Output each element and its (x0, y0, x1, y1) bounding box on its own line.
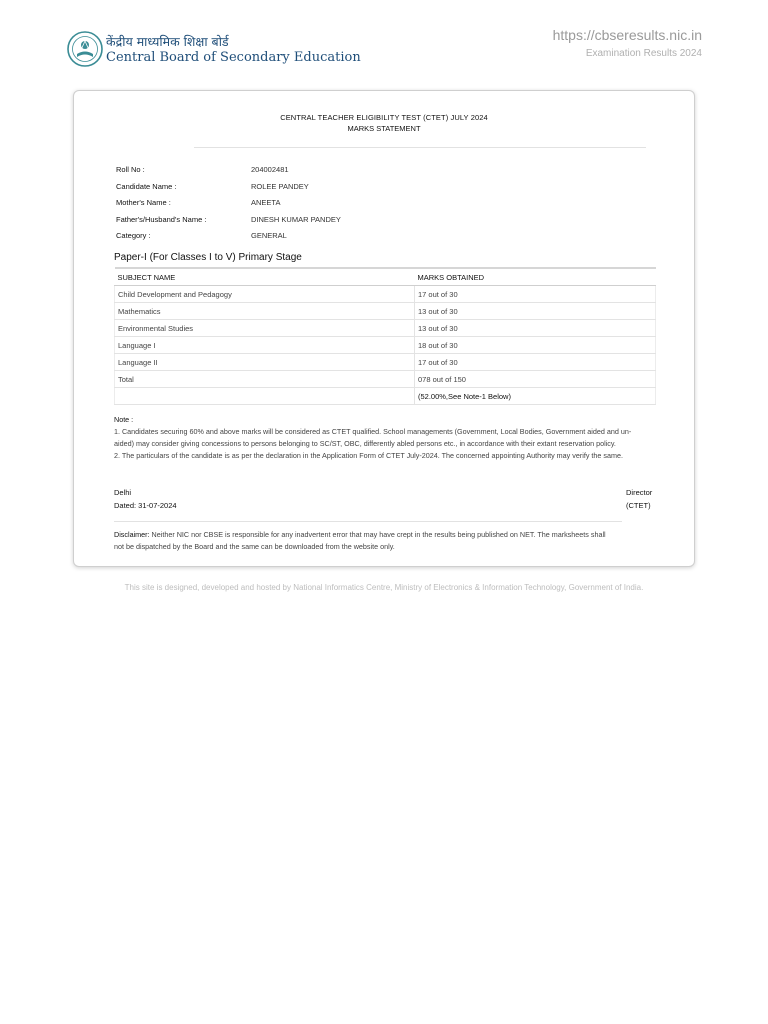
disclaimer-label: Disclaimer: (114, 530, 150, 539)
site-subtitle: Examination Results 2024 (585, 48, 702, 59)
site-footer: This site is designed, developed and hosted by National Informatics Centre, Ministry of Electronics & Information Technology, Government of India. (124, 583, 644, 592)
subject-cell: Language I (115, 337, 415, 354)
marks-cell: 18 out of 30 (415, 337, 656, 354)
marks-table (114, 267, 656, 405)
subject-cell: Mathematics (115, 303, 415, 320)
marks-cell: 17 out of 30 (415, 286, 656, 303)
percentage-row (115, 388, 656, 405)
table-row (115, 303, 656, 320)
issue-place: Delhi (114, 488, 132, 497)
subject-cell: Language II (115, 354, 415, 371)
org-name-hindi: केंद्रीय माध्यमिक शिक्षा बोर्ड (106, 34, 229, 49)
father-name-value: DINESH KUMAR PANDEY (251, 214, 341, 224)
marks-cell: 17 out of 30 (415, 354, 656, 371)
subject-cell: Environmental Studies (115, 320, 415, 337)
category-label: Category : (116, 231, 151, 240)
roll-no-value: 204002481 (251, 165, 289, 174)
total-label-cell: Total (115, 371, 415, 388)
father-name-label: Father's/Husband's Name : (116, 214, 207, 224)
table-row (115, 320, 656, 337)
candidate-name-label: Candidate Name : (116, 181, 177, 191)
notes-heading: Note : (114, 415, 134, 424)
detail-row-father-name (116, 215, 636, 232)
empty-cell (115, 388, 415, 405)
title-divider (194, 147, 646, 148)
detail-row-category (116, 231, 636, 248)
page-header (0, 0, 768, 90)
issue-date: Dated: 31-07-2024 (114, 501, 177, 510)
notes-section (114, 414, 634, 462)
marks-cell: 13 out of 30 (415, 320, 656, 337)
exam-title: CENTRAL TEACHER ELIGIBILITY TEST (CTET) JULY 2024 (280, 113, 488, 122)
table-row (115, 354, 656, 371)
percentage-cell: (52.00%,See Note-1 Below) (415, 388, 656, 405)
disclaimer (114, 529, 614, 553)
cbse-emblem-icon (67, 31, 103, 67)
total-row (115, 371, 656, 388)
total-marks-cell: 078 out of 150 (415, 371, 656, 388)
org-name-english: Central Board of Secondary Education (106, 50, 361, 65)
signatory-designation: Director (626, 488, 653, 497)
roll-no-label: Roll No : (116, 165, 145, 174)
note-item-1: 1. Candidates securing 60% and above marks will be considered as CTET qualified. School managements (Government, Local Bodies, Government aided and un-aided) may consider giving concessions to persons belonging to SC/ST, OBC, differently abled persons etc., in accordance with their extant reservation policy. (114, 427, 632, 448)
table-row (115, 337, 656, 354)
mother-name-value: ANEETA (251, 198, 281, 207)
marks-cell: 13 out of 30 (415, 303, 656, 320)
marks-statement-card (73, 90, 695, 567)
note-item-2: 2. The particulars of the candidate is as per the declaration in the Application Form of CTET July-2024. The concerned appointing Authority may verify the same. (114, 451, 623, 460)
marks-obtained-header: MARKS OBTAINED (415, 268, 656, 286)
detail-row-roll-no (116, 165, 636, 182)
candidate-name-value: ROLEE PANDEY (251, 181, 309, 191)
site-url: https://cbseresults.nic.in (552, 27, 702, 43)
statement-subtitle: MARKS STATEMENT (347, 124, 421, 133)
subject-cell: Child Development and Pedagogy (115, 286, 415, 303)
detail-row-mother-name (116, 198, 636, 215)
candidate-details (116, 165, 636, 248)
mother-name-label: Mother's Name : (116, 198, 171, 207)
table-header-row (115, 268, 656, 286)
table-row (115, 286, 656, 303)
detail-row-candidate-name (116, 182, 636, 199)
signatory-unit: (CTET) (626, 501, 651, 510)
disclaimer-divider (114, 521, 622, 522)
category-value: GENERAL (251, 231, 287, 240)
subject-name-header: SUBJECT NAME (115, 268, 415, 286)
paper-title: Paper-I (For Classes I to V) Primary Stage (114, 252, 302, 263)
disclaimer-text: Neither NIC nor CBSE is responsible for any inadvertent error that may have crept in the results being published on NET. The marksheets shall not be dispatched by the Board and the same can be downloaded from the website only. (114, 530, 606, 551)
